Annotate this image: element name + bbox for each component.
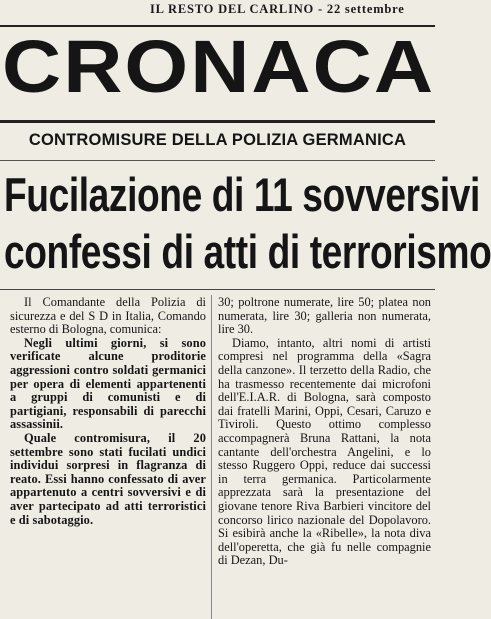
- kicker-headline: CONTROMISURE DELLA POLIZIA GERMANICA: [28, 131, 407, 149]
- article-paragraph-artists: Diamo, intanto, altri nomi di artisti compresi nel programma della «Sagra della canzone». Il terzetto della Radio, che ha trasmesso recentemente dai microfoni dell'E.I.A.R. di Bologna, sarà composto dai fratelli Marini, Oppi, Cesari, Caruzo e Tiviroli. Questo ottimo complesso accompagnerà Bruna Rattani, la nota cantante dell'orchestra Angelini, e lo stesso Ruggero Oppi, reduce dai successi in terra germanica. Particolarmente apprezzata sarà la presentazione del giovane tenore Riva Barbieri vincitore del concorso lirico nazionale del Dopolavoro. Si esibirà anche la «Ribelle», la nota diva dell'operetta, che già fu nelle compagnie di Dezan, Du-: [218, 335, 431, 568]
- article-paragraph-2: Quale contromisura, il 20 settembre sono stati fucilati undici individui sorpresi in flagranza di reato. Essi hanno confessato di aver appartenuto a centri sovversivi e di aver partecipato ad atti terroristici e di sabotaggio.: [10, 430, 206, 527]
- article-intro: Il Comandante della Polizia di sicurezza e del S D in Italia, Comando esterno di Bologna, comunica:: [10, 295, 206, 337]
- headline-line-1: Fucilazione di 11 sovversivi: [4, 168, 480, 221]
- headline-line-2: confessi di atti di terrorismo: [4, 225, 491, 278]
- article-paragraph-1: Negli ultimi giorni, si sono verificate alcune proditorie aggressioni contro soldati germanici per opera di elementi appartenenti a gruppi di comunisti e di partigiani, responsabili di parecchi assassinii.: [10, 335, 206, 432]
- section-title: CRONACA: [2, 26, 436, 109]
- article-continuation: 30; poltrone numerate, lire 50; platea non numerata, lire 30; galleria non numerata, lire 30.: [218, 295, 431, 337]
- kicker-rule: [0, 160, 435, 161]
- column-top-rule: [0, 289, 435, 290]
- section-rule: [0, 120, 435, 123]
- article-left-column: [10, 296, 206, 527]
- column-separator: [211, 295, 212, 619]
- masthead: IL RESTO DEL CARLINO - 22 settembre: [150, 2, 405, 16]
- article-right-column: [218, 296, 431, 568]
